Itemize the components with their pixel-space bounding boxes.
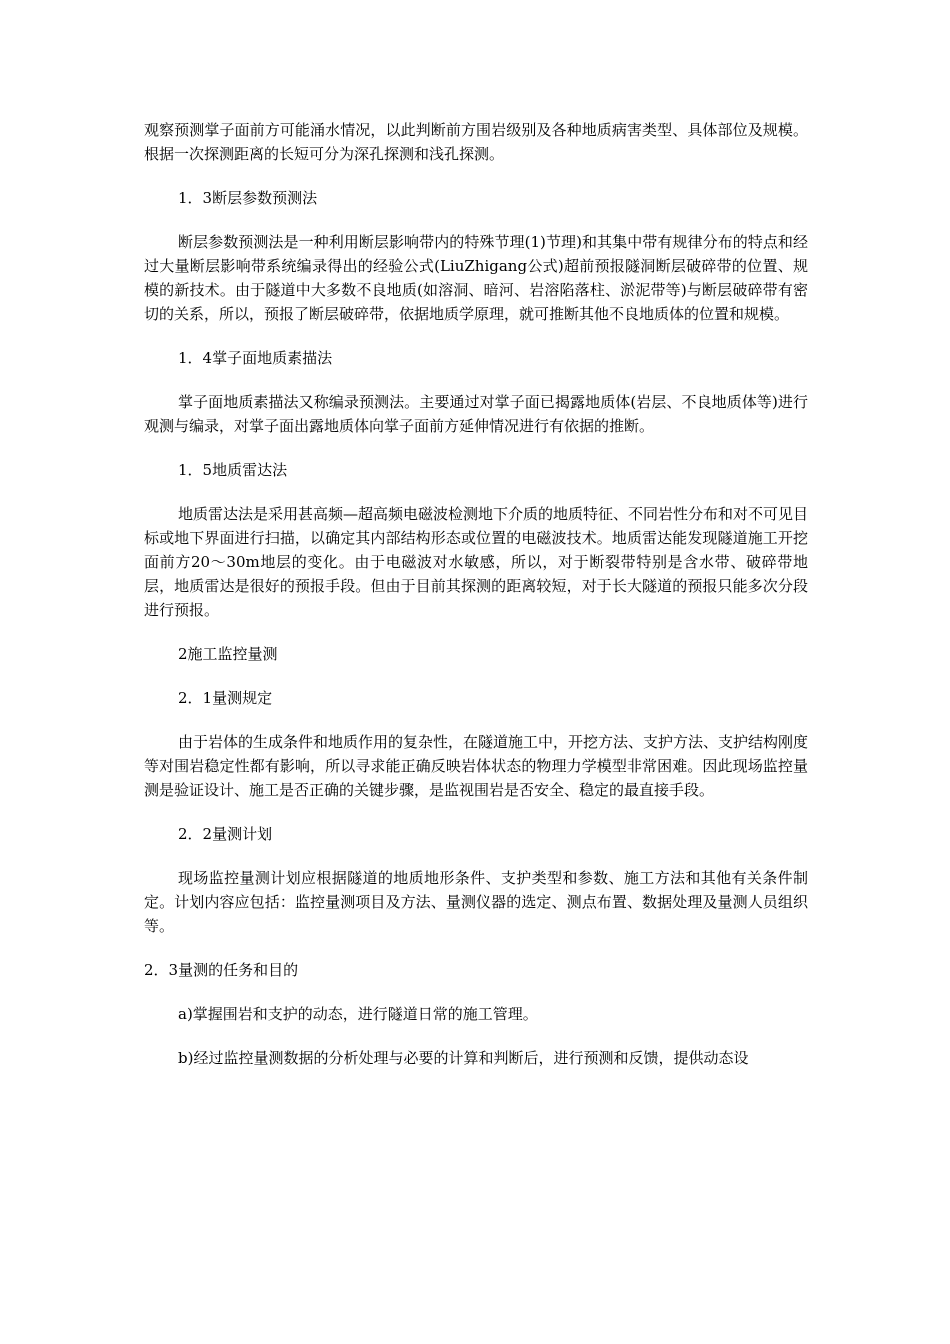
- paragraph-fault-parameter: 断层参数预测法是一种利用断层影响带内的特殊节理(1)节理)和其集中带有规律分布的特点和经过大量断层影响带系统编录得出的经验公式(LiuZhigang公式)超前预报隧洞断层破碎带的位置、规模的新技术。由于隧道中大多数不良地质(如溶洞、暗河、岩溶陷落柱、淤泥带等)与断层破碎带有密切的关系，所以，预报了断层破碎带，依据地质学原理，就可推断其他不良地质体的位置和规模。: [144, 233, 808, 323]
- paragraph-measurement-plan: 现场监控量测计划应根据隧道的地质地形条件、支护类型和参数、施工方法和其他有关条件制定。计划内容应包括：监控量测项目及方法、量测仪器的选定、测点布置、数据处理及量测人员组织等。: [144, 869, 808, 935]
- heading-1-4: 1．4掌子面地质素描法: [178, 349, 333, 367]
- heading-2: 2施工监控量测: [178, 645, 278, 663]
- list-item-b: b)经过监控量测数据的分析处理与必要的计算和判断后，进行预测和反馈，提供动态设: [178, 1049, 749, 1067]
- paragraph-measurement-rules: 由于岩体的生成条件和地质作用的复杂性，在隧道施工中，开挖方法、支护方法、支护结构刚度等对围岩稳定性都有影响，所以寻求能正确反映岩体状态的物理力学模型非常困难。因此现场监控量测是验证设计、施工是否正确的关键步骤，是监视围岩是否安全、稳定的最直接手段。: [144, 733, 809, 799]
- paragraph-intro-continuation: 观察预测掌子面前方可能涌水情况，以此判断前方围岩级别及各种地质病害类型、具体部位及规模。根据一次探测距离的长短可分为深孔探测和浅孔探测。: [144, 121, 808, 163]
- paragraph-gpr: 地质雷达法是采用甚高频—超高频电磁波检测地下介质的地质特征、不同岩性分布和对不可见目标或地下界面进行扫描，以确定其内部结构形态或位置的电磁波技术。地质雷达能发现隧道施工开挖面前方20～30m地层的变化。由于电磁波对水敏感，所以，对于断裂带特别是含水带、破碎带地层，地质雷达是很好的预报手段。但由于目前其探测的距离较短，对于长大隧道的预报只能多次分段进行预报。: [144, 505, 809, 619]
- paragraph-face-sketch: 掌子面地质素描法又称编录预测法。主要通过对掌子面已揭露地质体(岩层、不良地质体等)进行观测与编录，对掌子面出露地质体向掌子面前方延伸情况进行有依据的推断。: [144, 393, 808, 435]
- heading-2-1: 2．1量测规定: [178, 689, 273, 707]
- heading-1-3: 1．3断层参数预测法: [178, 189, 318, 207]
- heading-1-5: 1．5地质雷达法: [178, 461, 288, 479]
- heading-2-2: 2．2量测计划: [178, 825, 273, 843]
- heading-2-3: 2．3量测的任务和目的: [144, 961, 299, 979]
- document-page: [144, 118, 808, 1090]
- list-item-a: a)掌握围岩和支护的动态，进行隧道日常的施工管理。: [178, 1005, 538, 1023]
